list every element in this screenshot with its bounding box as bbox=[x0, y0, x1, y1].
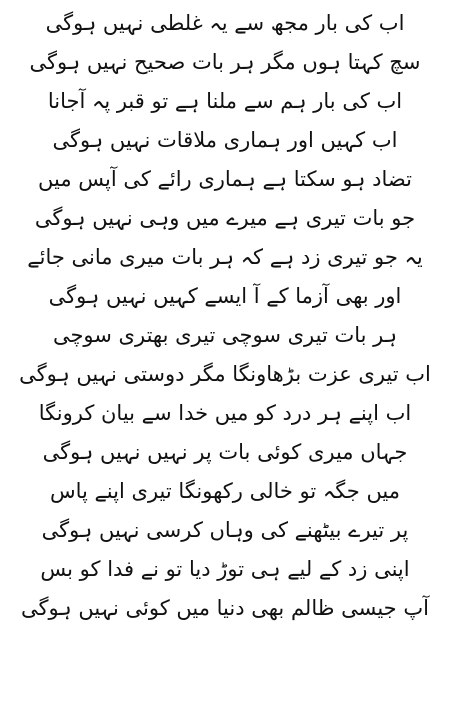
verse-line-6: جو بات تیری ہے میرے میں وہی نہیں ہوگی bbox=[34, 206, 416, 230]
verse-line-4: اب کہیں اور ہماری ملاقات نہیں ہوگی bbox=[52, 128, 398, 152]
verse-line-12: جہاں میری کوئی بات پر نہیں نہیں ہوگی bbox=[42, 440, 408, 464]
verse-line-14: پر تیرے بیٹھنے کی وہاں کرسی نہیں ہوگی bbox=[41, 518, 409, 542]
poem-text bbox=[0, 4, 450, 628]
verse-line-10: اب تیری عزت بڑھاونگا مگر دوستی نہیں ہوگی bbox=[19, 362, 431, 386]
verse-line-16: آپ جیسی ظالم بھی دنیا میں کوئی نہیں ہوگی bbox=[21, 596, 429, 620]
verse-line-11: اب اپنے ہر درد کو میں خدا سے بیان کرونگا bbox=[38, 401, 412, 425]
verse-line-13: میں جگہ تو خالی رکھونگا تیری اپنے پاس bbox=[49, 479, 401, 503]
verse-line-7: یہ جو تیری زد ہے کہ ہر بات میری مانی جائے bbox=[27, 245, 423, 269]
verse-line-9: ہر بات تیری سوچی تیری بھتری سوچی bbox=[52, 323, 398, 347]
verse-line-15: اپنی زد کے لیے ہی توڑ دیا تو نے فدا کو بس bbox=[40, 557, 410, 581]
verse-line-2: سچ کہتا ہوں مگر ہر بات صحیح نہیں ہوگی bbox=[29, 50, 421, 74]
verse-line-3: اب کی بار ہم سے ملنا ہے تو قبر پہ آجانا bbox=[47, 89, 403, 113]
verse-line-1: اب کی بار مجھ سے یہ غلطی نہیں ہوگی bbox=[45, 11, 405, 35]
verse-line-5: تضاد ہو سکتا ہے ہماری رائے کی آپس میں bbox=[38, 167, 412, 191]
verse-line-8: اور بھی آزما کے آ ایسے کہیں نہیں ہوگی bbox=[48, 284, 402, 308]
